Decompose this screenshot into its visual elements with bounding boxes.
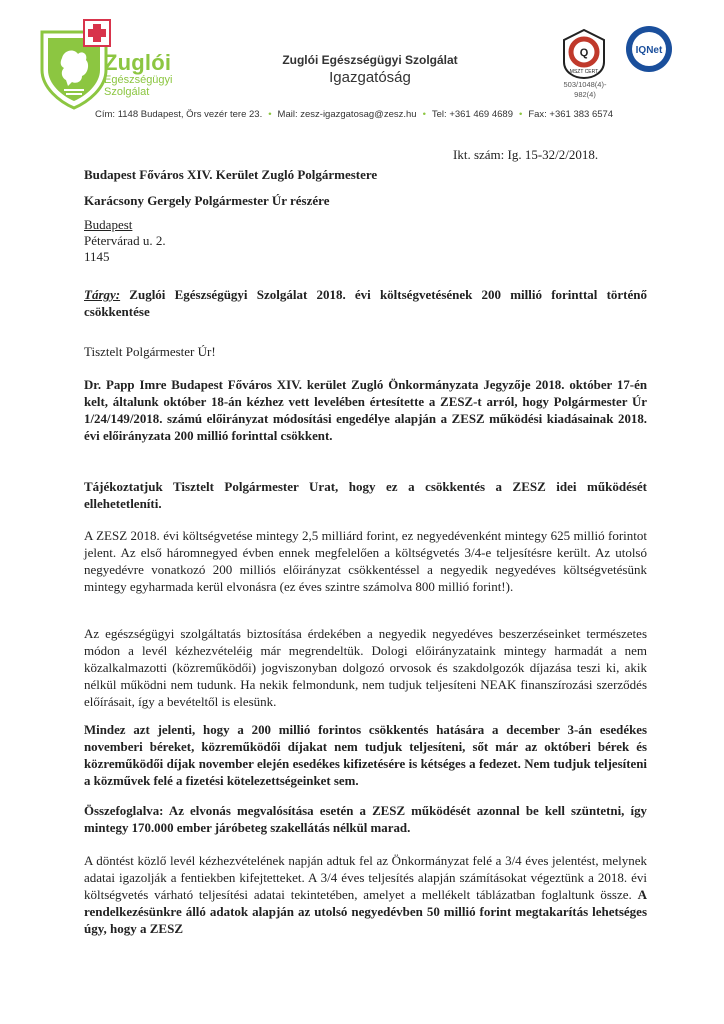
logo-subtitle-1: Egészségügyi <box>104 74 173 86</box>
paragraph-4: Az egészségügyi szolgáltatás biztosítása érdekében a negyedik negyedéves beszerzéseinket természetes módon a levél kézhezvételéig már megrendeltük. Dologi előirányzataink mintegy harmadát a nem közalkalmazotti (közreműködői) jogviszonyban dolgozó orvosok és szakdolgozók díjazása teszi ki, akik nélkül működni nem tudunk. Ha nekik felmondunk, nem tudjuk teljesíteni NEAK finanszírozási szerződés előírásait, így a bevételtől is elesünk. <box>84 626 647 709</box>
salutation: Tisztelt Polgármester Úr! <box>84 344 216 359</box>
paragraph-6: Összefoglalva: Az elvonás megvalósítása esetén a ZESZ működését azonnal be kell szüntetni, így mintegy 170.000 ember járóbeteg szakellátás nélkül marad. <box>84 804 647 835</box>
paragraph-1: Dr. Papp Imre Budapest Főváros XIV. kerület Zugló Önkormányzata Jegyzője 2018. október 17-én kelt, általunk október 18-án kézhez vett levelében értesítette a ZESZ-t arról, hogy Polgármester Úr 1/24/149/2018. számú előirányzat módosítási engedélye alapján a ZESZ működési kiadásainak 2018. évi előirányzata 200 millió forinttal csökkent. <box>84 378 647 443</box>
paragraph-7-text: A döntést közlő levél kézhezvételének napján adtuk fel az Önkormányzat felé a 3/4 éves jelentést, melynek adatai igazolják a fentiekben kifejtetteket. A 3/4 éves teljesítés alapján számításokat végeztünk a 2018. évi költségvetés várható teljesítési adatai tekintetében, amelyet a mellékelt táblázatban foglaltunk össze. <box>84 853 647 902</box>
contact-separator: • <box>518 109 523 120</box>
organization-header <box>250 52 490 88</box>
organization-name: Zuglói Egészségügyi Szolgálat <box>282 53 458 67</box>
iqnet-badge <box>624 24 674 74</box>
contact-separator: • <box>268 109 272 120</box>
logo-subtitle-2: Szolgálat <box>104 86 150 98</box>
paragraph-3: A ZESZ 2018. évi költségvetése mintegy 2,5 milliárd forint, ez negyedévenként mintegy 625 millió forintot jelent. Az első háromnegyed évben ennek megfelelően a költségvetés 3/4-e teljesítésre került. Az utolsó negyedévre vonatkozó 200 milliós előirányzat csökkentéssel a negyedik negyedéves költségvetésünk mintegy egyharmada kerül elvonásra (ez éves szintre számolva 800 millió forint!). <box>84 528 647 594</box>
paragraph-7-bold-text: A rendelkezésünkre álló adatok alapján az utolsó negyedévben 50 millió forint megtakarítás lehetséges úgy, hogy a ZESZ <box>84 887 648 936</box>
contact-mail: Mail: zesz-igazgatosag@zesz.hu <box>277 109 417 120</box>
cert-number-line-1: 503/1048(4)- <box>563 80 607 89</box>
recipient-line-2: Karácsony Gergely Polgármester Úr részére <box>84 193 330 208</box>
subject-text: Zuglói Egészségügyi Szolgálat 2018. évi költségvetésének 200 millió forinttal történő csökkentése <box>84 287 648 319</box>
contact-fax: Fax: +361 383 6574 <box>528 109 614 120</box>
cert-number-line-2: 982(4) <box>574 90 596 99</box>
address-street: Pétervárad u. 2. <box>84 233 166 248</box>
contact-tel: Tel: +361 469 4689 <box>431 109 513 120</box>
recipient-line-1: Budapest Főváros XIV. Kerület Zugló Polgármestere <box>84 167 378 182</box>
cert-number <box>550 80 620 100</box>
contact-separator: • <box>422 109 426 120</box>
contact-address: Cím: 1148 Budapest, Örs vezér tere 23. <box>95 109 263 120</box>
paragraph-2: Tájékoztatjuk Tisztelt Polgármester Urat, hogy ez a csökkentés a ZESZ idei működését ellehetetleníti. <box>84 479 647 511</box>
address-zip: 1145 <box>84 249 110 264</box>
address-city: Budapest <box>84 217 133 232</box>
recipient-address <box>84 217 647 265</box>
subject <box>84 286 647 320</box>
organization-department: Igazgatóság <box>329 69 411 86</box>
logo-wordmark <box>104 52 173 98</box>
iqnet-label: IQNet <box>635 45 663 56</box>
reference-number: Ikt. szám: Ig. 15-32/2/2018. <box>453 147 599 162</box>
cert-label: MSZT CERT <box>569 69 599 75</box>
svg-text:Q: Q <box>579 47 589 59</box>
paragraph-5: Mindez azt jelenti, hogy a 200 millió forintos csökkentés hatására a december 3-án esedékes novemberi béreket, közreműködői díjakat nem tudjuk teljesíteni, sőt már az októberi bérek és közreműködői díjak november elején esedékes kifizetésére is kétséges a fedezet. Nem tudjuk teljesíteni a közművek felé a fizetési kötelezettségeinket sem. <box>84 723 647 788</box>
mszt-cert-badge <box>560 28 608 80</box>
contact-line <box>95 109 613 120</box>
subject-label: Tárgy: <box>84 287 121 302</box>
paragraph-7 <box>84 852 647 937</box>
logo-name: Zuglói <box>104 50 172 75</box>
